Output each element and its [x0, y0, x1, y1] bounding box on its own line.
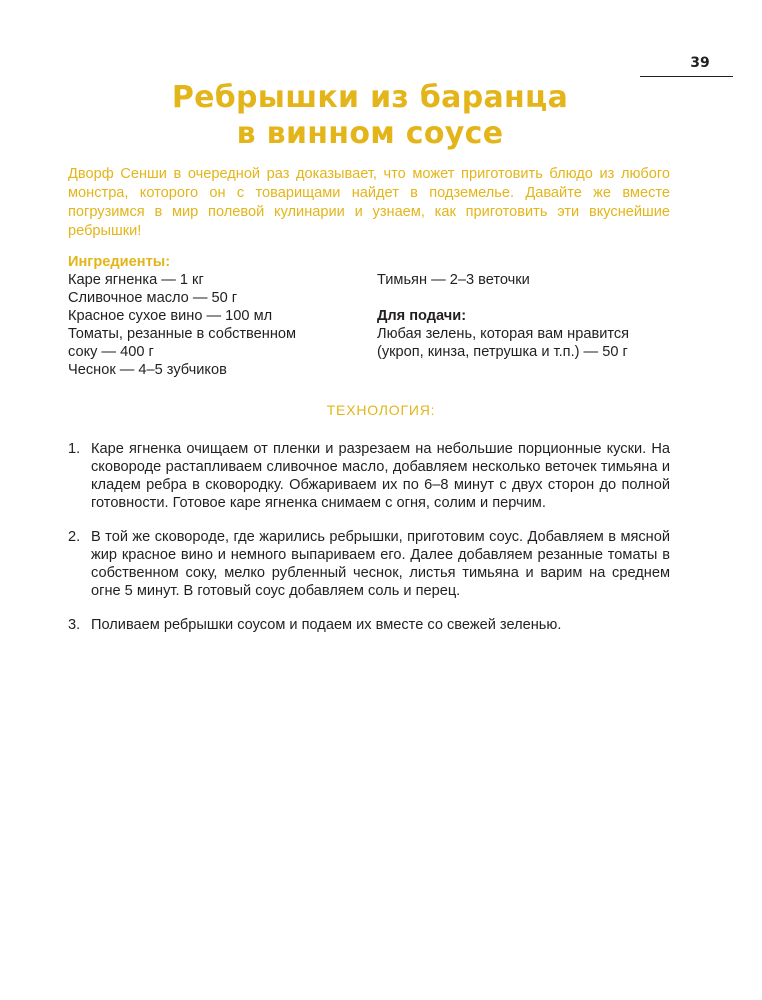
- steps-list: [68, 440, 670, 650]
- step-item: [68, 440, 670, 512]
- ingredients-section: [68, 253, 678, 383]
- step-item: [68, 616, 670, 634]
- ingredients-heading: Ингредиенты:: [68, 254, 171, 270]
- step-text: Каре ягненка очищаем от пленки и разрезаем на небольшие порционные куски. На сковороде растапливаем сливочное масло, добавляем несколько веточек тимьяна и кладем ребра в сковородку. Обжариваем их по 6–8 минут с двух сторон до полной готовности. Готовое каре ягненка снимаем с огня, солим и перчим.: [91, 441, 670, 511]
- step-text: Поливаем ребрышки соусом и подаем их вместе со свежей зеленью.: [91, 617, 562, 633]
- ingredients-right-column: [377, 271, 677, 361]
- serving-item: Любая зелень, которая вам нравится: [377, 326, 630, 342]
- ingredient-item: Красное сухое вино — 100 мл: [68, 308, 273, 324]
- ingredient-item: Каре ягненка — 1 кг: [68, 272, 204, 288]
- recipe-title: [130, 80, 610, 152]
- ingredient-item: Сливочное масло — 50 г: [68, 290, 238, 306]
- ingredient-item: Чеснок — 4–5 зубчиков: [68, 362, 227, 378]
- ingredient-item: Томаты, резанные в собственном: [68, 326, 297, 342]
- ingredient-item: Тимьян — 2–3 веточки: [377, 272, 530, 288]
- page-number: 39: [690, 55, 710, 71]
- serving-item: (укроп, кинза, петрушка и т.п.) — 50 г: [377, 344, 628, 360]
- step-number: 2.: [68, 529, 81, 545]
- step-number: 1.: [68, 441, 81, 457]
- step-text: В той же сковороде, где жарились ребрышки, приготовим соус. Добавляем в мясной жир красное вино и немного выпариваем его. Далее добавляем резанные томаты в собственном соку, мелко рубленный чеснок, листья тимьяна и варим на среднем огне 5 минут. В готовый соус добавляем соль и перец.: [91, 529, 670, 599]
- technology-heading: ТЕХНОЛОГИЯ:: [326, 402, 436, 418]
- ingredients-left-column: [68, 253, 348, 379]
- page-number-rule: [640, 76, 733, 77]
- serving-heading: Для подачи:: [377, 308, 467, 324]
- step-number: 3.: [68, 617, 81, 633]
- ingredient-item: соку — 400 г: [68, 344, 154, 360]
- step-item: [68, 528, 670, 600]
- title-line-1: Ребрышки из баранца: [171, 80, 569, 115]
- intro-paragraph: Дворф Сенши в очередной раз доказывает, что может приготовить блюдо из любого монстра, которого он с товарищами найдет в подземелье. Давайте же вместе погрузимся в мир полевой кулинарии и узнаем, как приготовить эти вкуснейшие ребрышки!: [68, 166, 670, 239]
- title-line-2: в винном соусе: [236, 116, 504, 151]
